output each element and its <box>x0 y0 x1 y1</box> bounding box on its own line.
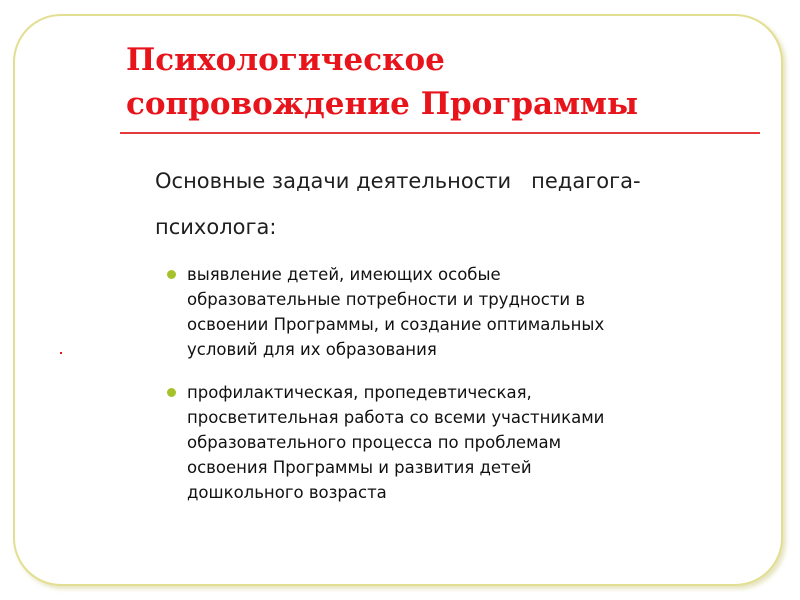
task-item-1-line-4: условий для их образования <box>187 340 437 359</box>
task-item-1-line-2: образовательные потребности и трудности в <box>187 290 586 309</box>
task-item-1 <box>165 262 725 362</box>
task-item-2-line-4: освоения Программы и развития детей <box>187 458 532 477</box>
bullet-dot-icon <box>167 388 176 397</box>
bullet-dot-icon <box>167 270 176 279</box>
task-item-1-line-1: выявление детей, имеющих особые <box>187 265 501 284</box>
task-item-2-line-5: дошкольного возраста <box>187 483 387 502</box>
title-divider <box>120 132 760 134</box>
task-list <box>165 262 725 523</box>
task-item-1-line-3: освоении Программы, и создание оптимальных <box>187 315 605 334</box>
title-line-1: Психологическое <box>126 42 445 78</box>
task-item-2-line-2: просветительная работа со всеми участниками <box>187 408 605 427</box>
title-line-2: сопровождение Программы <box>126 86 639 122</box>
task-item-2 <box>165 380 725 505</box>
task-item-2-line-3: образовательного процесса по проблемам <box>187 433 562 452</box>
decorative-speck <box>60 352 62 354</box>
subtitle-line-1: Основные задачи деятельности педагога- <box>155 169 641 193</box>
subtitle-line-2: психолога: <box>155 215 277 239</box>
slide-subtitle <box>155 158 745 250</box>
task-item-2-line-1: профилактическая, пропедевтическая, <box>187 383 532 402</box>
slide-title <box>126 38 766 126</box>
